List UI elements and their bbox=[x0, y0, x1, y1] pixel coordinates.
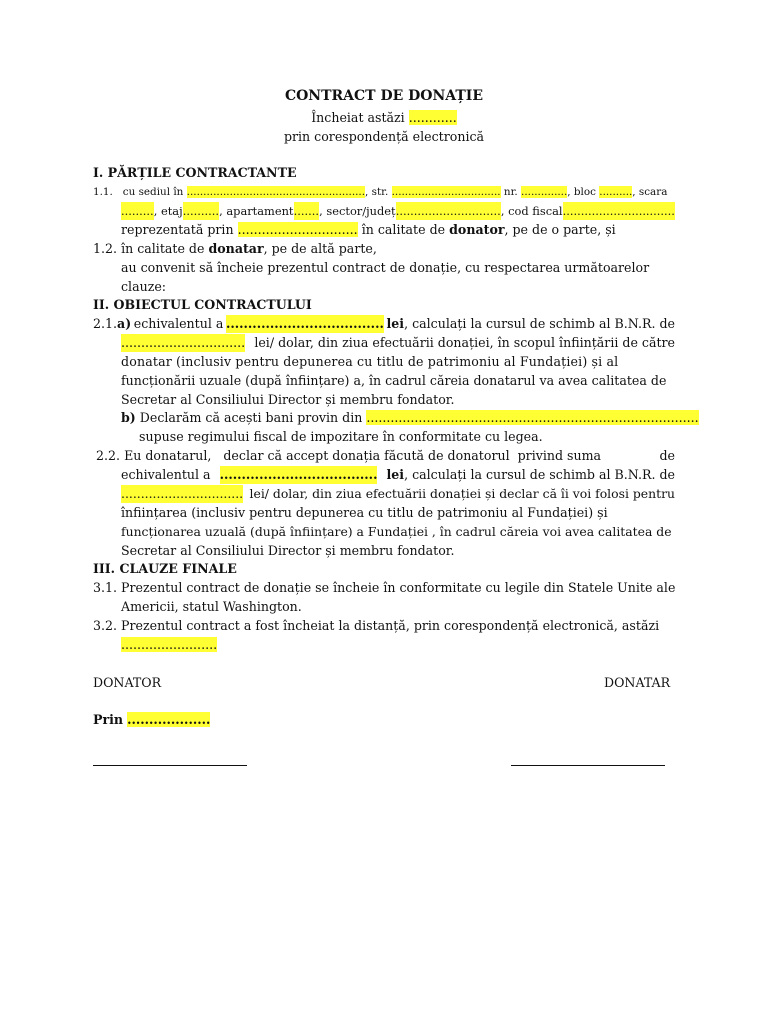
text: , sector/județ bbox=[319, 204, 396, 218]
clause-1-1-line1 bbox=[93, 183, 675, 201]
clause-3-2-line2 bbox=[121, 636, 217, 654]
clause-number: 2.2. bbox=[96, 448, 121, 463]
contract-title: CONTRACT DE DONAȚIE bbox=[284, 88, 484, 104]
section1-heading: I. PĂRȚILE CONTRACTANTE bbox=[93, 165, 297, 180]
blank-block: .......... bbox=[599, 186, 633, 198]
clause-2-2-line5: funcționarea uzuală (după înființare) a Fundației , în cadrul căreia voi avea calitatea de bbox=[121, 524, 672, 539]
role-donatar: donatar bbox=[208, 241, 264, 256]
text: au convenit să încheie prezentul contract de donație, cu respectarea următoarelor bbox=[121, 260, 650, 275]
clause-2-1-line1 bbox=[93, 315, 675, 333]
clause-number: 1.1. bbox=[93, 186, 113, 198]
clause-2-1-line4: funcționării uzuale (după înființare) a, în cadrul căreia donatarul va avea calitatea de bbox=[121, 373, 667, 388]
blank-funds-source: ................................................................................... bbox=[366, 410, 699, 425]
role-donator: donator bbox=[449, 222, 505, 237]
clause-2-2-line6: Secretar al Consiliului Director și membru fondator. bbox=[121, 543, 455, 558]
clause-2-2-line4: înființarea (inclusiv pentru depunerea cu titlu de patrimoniu al Fundației) și bbox=[121, 505, 608, 520]
clause-2-2-line2 bbox=[121, 466, 675, 484]
by-line bbox=[93, 711, 210, 729]
blank-number: .............. bbox=[521, 186, 568, 198]
text: , pe de altă parte, bbox=[263, 241, 377, 256]
clause-number: 2.1. bbox=[93, 316, 118, 331]
text: , pe de o parte, și bbox=[504, 222, 616, 237]
clause-2-1-line5: Secretar al Consiliului Director și membru fondator. bbox=[121, 392, 455, 407]
blank-amount: .................................... bbox=[226, 316, 384, 331]
donatar-signature-line bbox=[511, 765, 665, 766]
text: cu sediul în bbox=[122, 186, 184, 198]
clause-number: 1.2. bbox=[93, 241, 118, 256]
text: Declarăm că acești bani provin din bbox=[139, 410, 363, 425]
clause-2-1-line3: donatar (inclusiv pentru depunerea cu titlu de patrimoniu al Fundației) și al bbox=[121, 354, 619, 369]
text: , apartament bbox=[219, 204, 294, 218]
donator-signature-line bbox=[93, 765, 247, 766]
blank-fiscal-code: ............................... bbox=[562, 204, 675, 218]
clause-2-1-line2 bbox=[121, 334, 675, 352]
blank-staircase: ......... bbox=[121, 204, 154, 218]
currency: lei bbox=[386, 467, 405, 482]
section2-heading: II. OBIECTUL CONTRACTULUI bbox=[93, 297, 312, 312]
item-letter: b) bbox=[121, 410, 136, 425]
date-blank: ............ bbox=[408, 110, 457, 125]
blank-floor: .......... bbox=[182, 204, 219, 218]
text: de bbox=[659, 448, 675, 463]
text: lei/ dolar, din ziua efectuării donației și declar că îi voi folosi pentru bbox=[249, 486, 675, 501]
section3-heading: III. CLAUZE FINALE bbox=[93, 561, 237, 576]
clause-3-1: 3.1. Prezentul contract de donație se încheie în conformitate cu legile din Statele Unite ale bbox=[93, 580, 676, 595]
text: în calitate de bbox=[121, 241, 205, 256]
clause-1-1-line3 bbox=[121, 221, 616, 239]
blank-street: ................................. bbox=[391, 186, 501, 198]
by-blank: ................... bbox=[127, 712, 211, 727]
text: reprezentată prin bbox=[121, 222, 234, 237]
concluded-label: Încheiat astăzi bbox=[311, 110, 405, 125]
text: , cod fiscal bbox=[500, 204, 563, 218]
clause-2-1-b-line2: supuse regimului fiscal de impozitare în conformitate cu legea. bbox=[139, 429, 543, 444]
blank-county: ............................. bbox=[395, 204, 501, 218]
blank-apartment: ....... bbox=[293, 204, 320, 218]
donator-label: DONATOR bbox=[93, 675, 162, 690]
text: în calitate de bbox=[361, 222, 446, 237]
text: , bloc bbox=[567, 186, 596, 198]
clause-1-2 bbox=[93, 240, 377, 258]
blank-representative: .............................. bbox=[237, 222, 358, 237]
text: , scara bbox=[632, 186, 668, 198]
text: , etaj bbox=[153, 204, 183, 218]
concluded-line bbox=[0, 109, 768, 127]
blank-exchange-rate-2: ............................... bbox=[121, 486, 244, 501]
clause-3-1-line2: Americii, statul Washington. bbox=[121, 599, 302, 614]
currency: lei bbox=[386, 316, 405, 331]
blank-city: ...................................................... bbox=[186, 186, 366, 198]
text: , calculați la cursul de schimb al B.N.R. de bbox=[404, 467, 675, 482]
clause-2-1-b bbox=[121, 409, 699, 427]
clause-2-2-line1 bbox=[96, 447, 675, 465]
text: nr. bbox=[503, 186, 518, 198]
text: echivalentul a bbox=[121, 467, 211, 482]
donatar-label: DONATAR bbox=[604, 675, 671, 690]
text: , calculați la cursul de schimb al B.N.R. de bbox=[404, 316, 675, 331]
clause-1-1-line2 bbox=[121, 202, 675, 220]
item-letter: a) bbox=[117, 316, 132, 331]
text: echivalentul a bbox=[133, 316, 224, 331]
by-label: Prin bbox=[93, 712, 124, 727]
agreement-line bbox=[121, 259, 675, 277]
contract-subtitle: prin corespondență electronică bbox=[283, 129, 485, 144]
text: , str. bbox=[365, 186, 389, 198]
clause-3-2: 3.2. Prezentul contract a fost încheiat la distanță, prin corespondență electronică, astăzi bbox=[93, 618, 660, 633]
blank-exchange-rate: ............................... bbox=[121, 335, 246, 350]
text: Eu donatarul, declar că accept donația făcută de donatorul privind suma bbox=[124, 448, 602, 463]
text: lei/ dolar, din ziua efectuării donației, în scopul înființării de către bbox=[254, 335, 675, 350]
blank-amount-2: .................................... bbox=[219, 467, 378, 482]
date-blank-2: ........................ bbox=[121, 637, 218, 652]
clause-2-2-line3 bbox=[121, 485, 675, 503]
agreement-line-end: clauze: bbox=[121, 279, 167, 294]
